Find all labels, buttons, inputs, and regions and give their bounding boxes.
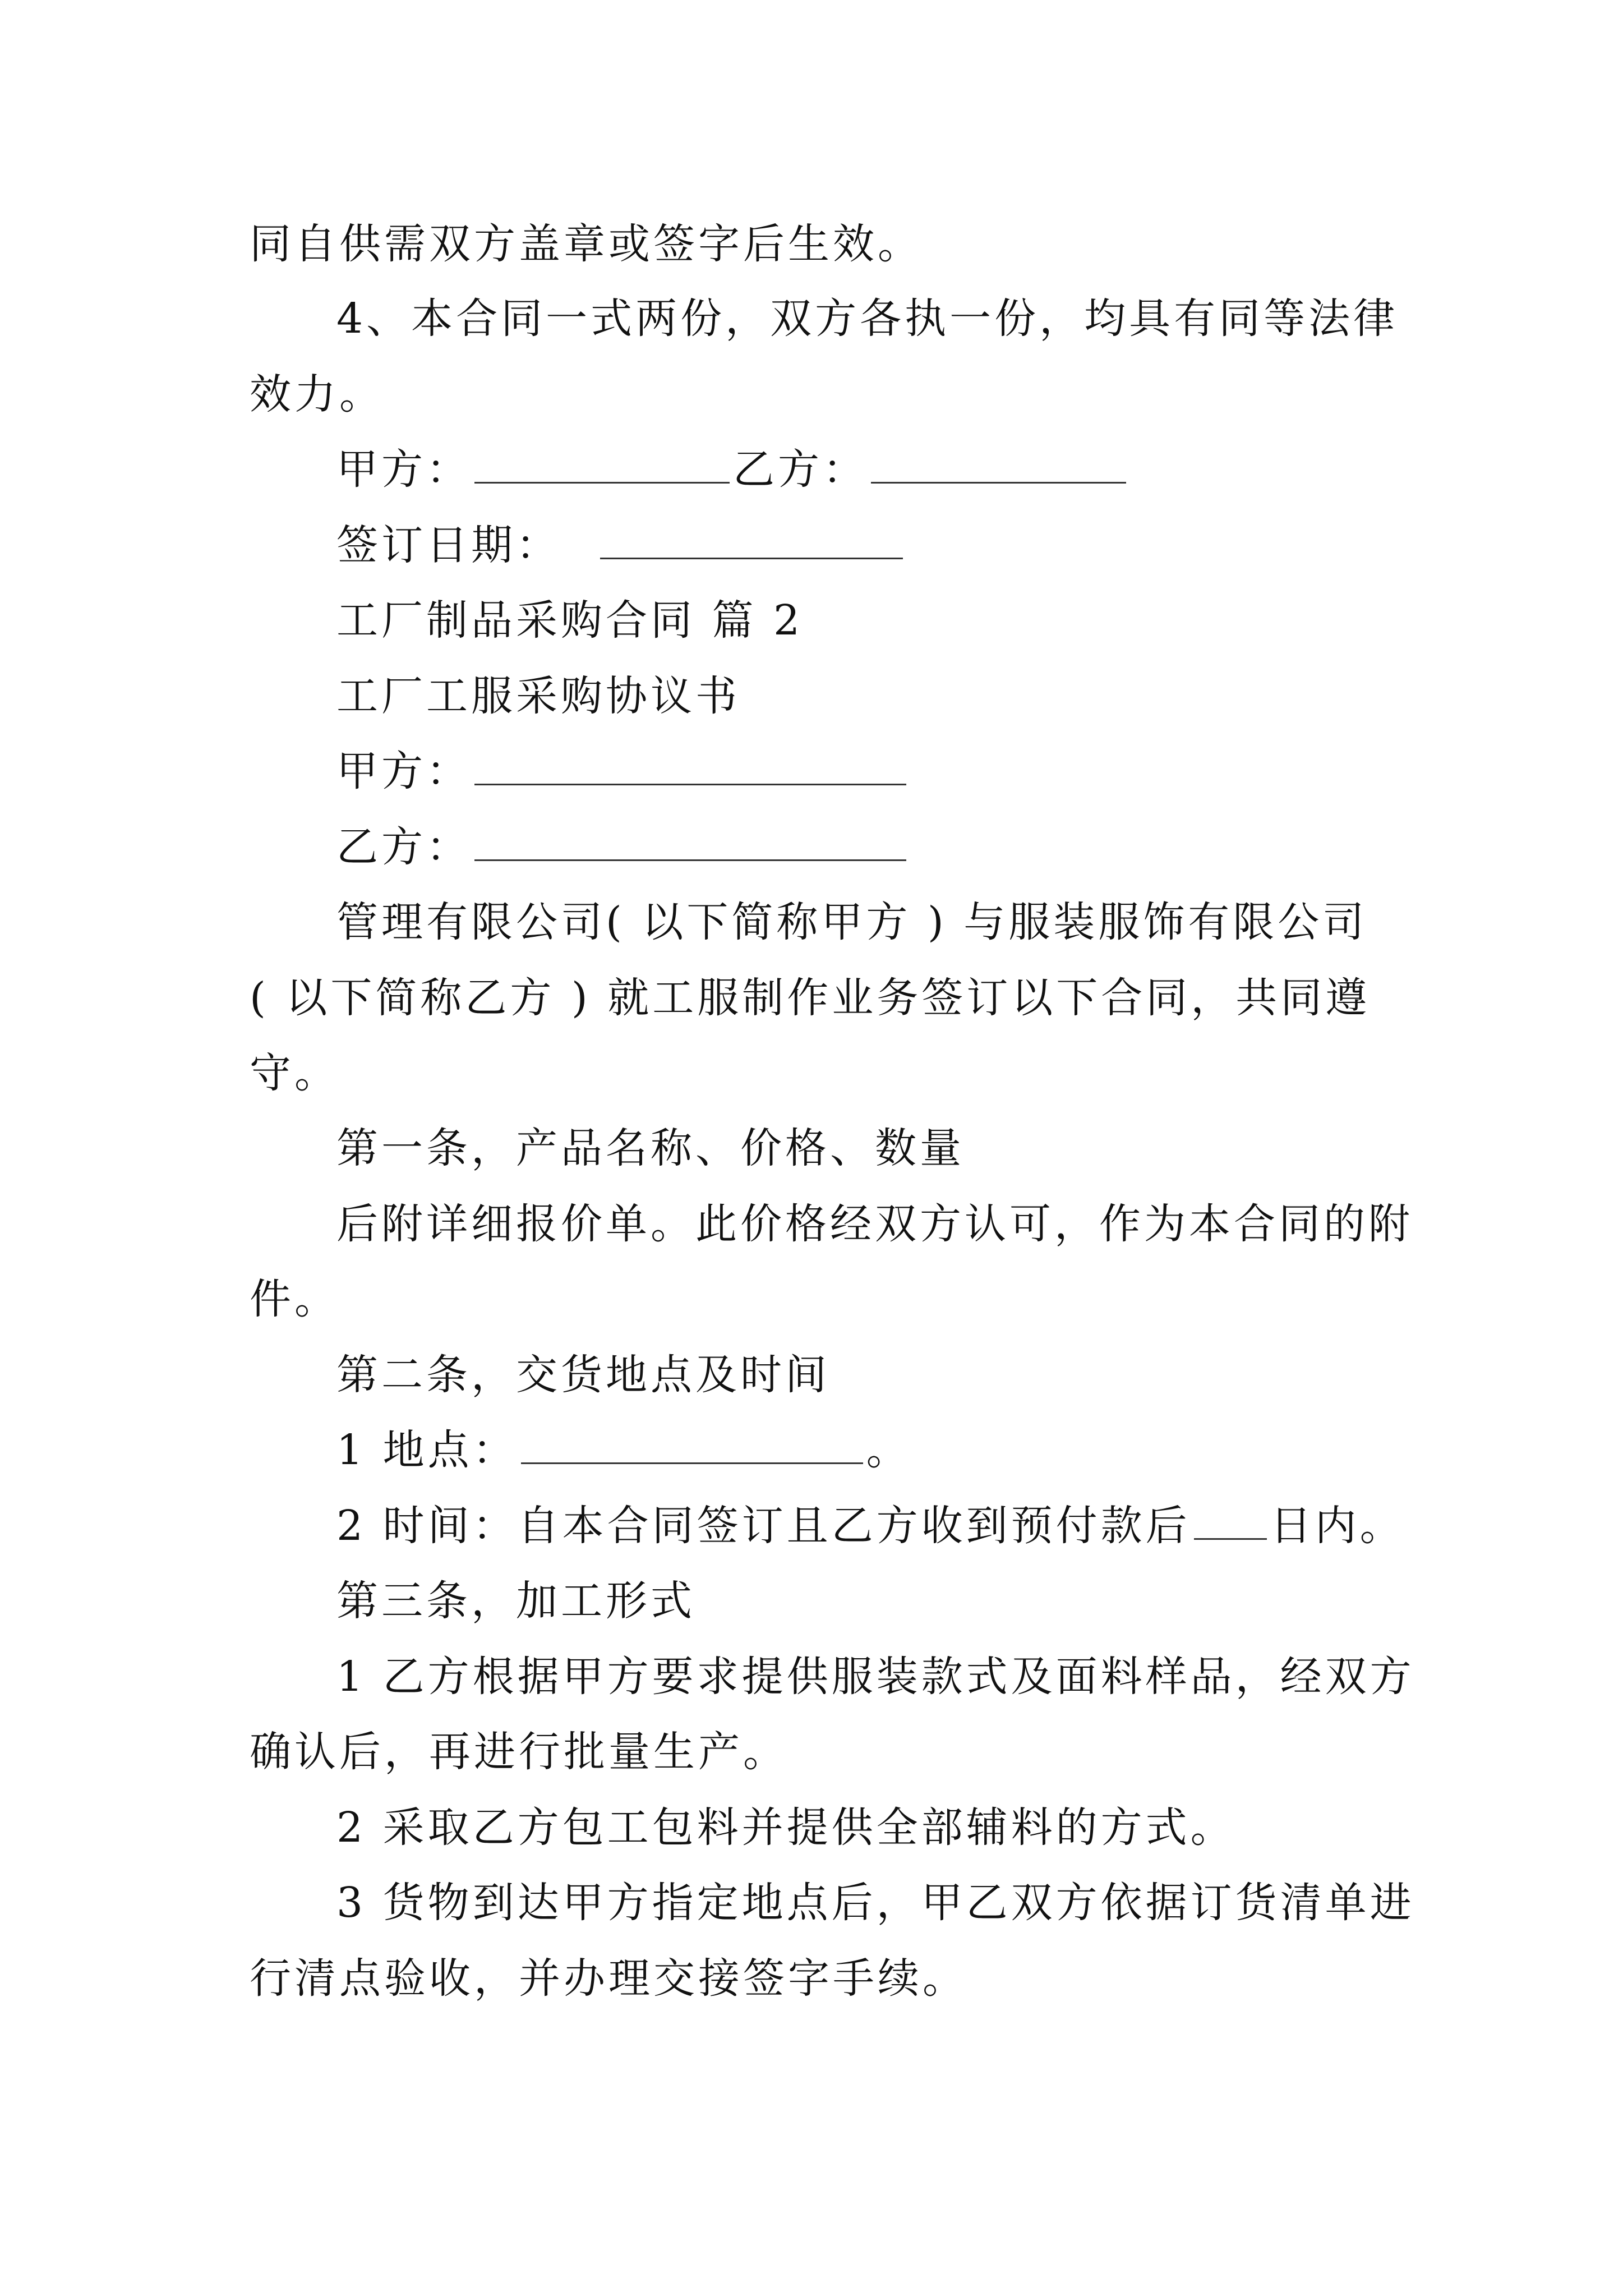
article-heading: 第二条，交货地点及时间 xyxy=(336,1351,830,1399)
text-line: 同自供需双方盖章或签字后生效。 xyxy=(250,220,923,268)
party-a-blank xyxy=(474,749,906,785)
location-line xyxy=(336,1422,1623,1478)
text-line: 1 乙方根据甲方要求提供服装款式及面料样品，经双方 xyxy=(336,1653,1415,1701)
text-line: 3 货物到达甲方指定地点后，甲乙双方依据订货清单进 xyxy=(336,1879,1415,1927)
text-line: 效力。 xyxy=(250,370,384,418)
party-a-label: 甲方： xyxy=(336,747,471,795)
party-a-label: 甲方： xyxy=(336,445,471,494)
text-line: 确认后，再进行批量生产。 xyxy=(250,1728,788,1776)
party-b-blank xyxy=(871,447,1126,484)
time-suffix: 日内。 xyxy=(1270,1502,1405,1550)
party-b-line xyxy=(336,819,1623,875)
location-label: 1 地点： xyxy=(336,1426,518,1474)
text-line: 守。 xyxy=(250,1049,339,1097)
sign-date-line xyxy=(336,517,1623,573)
location-suffix: 。 xyxy=(866,1426,911,1474)
text-line: 件。 xyxy=(250,1275,339,1323)
text-line: 管理有限公司( 以下简称甲方 ) 与服装服饰有限公司 xyxy=(336,898,1368,946)
article-heading: 第三条，加工形式 xyxy=(336,1577,695,1625)
article-heading: 第一条，产品名称、价格、数量 xyxy=(336,1124,965,1172)
section-heading: 工厂制品采购合同 篇 2 xyxy=(336,596,804,645)
party-b-blank xyxy=(474,825,906,861)
time-prefix: 2 时间：自本合同签订且乙方收到预付款后 xyxy=(336,1502,1191,1550)
party-a-blank xyxy=(474,447,730,484)
text-line: 后附详细报价单。此价格经双方认可，作为本合同的附 xyxy=(336,1200,1413,1248)
sign-date-blank xyxy=(600,523,903,559)
location-blank xyxy=(521,1428,863,1464)
days-blank xyxy=(1194,1503,1267,1540)
signature-parties-line xyxy=(336,441,1623,498)
text-line: 4、本合同一式两份，双方各执一份，均具有同等法律 xyxy=(336,295,1399,343)
time-line xyxy=(336,1498,1623,1554)
party-b-label: 乙方： xyxy=(733,445,868,494)
text-line: 2 采取乙方包工包料并提供全部辅料的方式。 xyxy=(336,1803,1235,1852)
document-title: 工厂工服采购协议书 xyxy=(336,672,740,720)
sign-date-label: 签订日期： xyxy=(336,521,561,569)
text-line: 行清点验收，并办理交接签字手续。 xyxy=(250,1954,967,2003)
text-line: ( 以下简称乙方 ) 就工服制作业务签订以下合同，共同遵 xyxy=(250,974,1371,1022)
party-a-line xyxy=(336,743,1623,799)
party-b-label: 乙方： xyxy=(336,823,471,871)
